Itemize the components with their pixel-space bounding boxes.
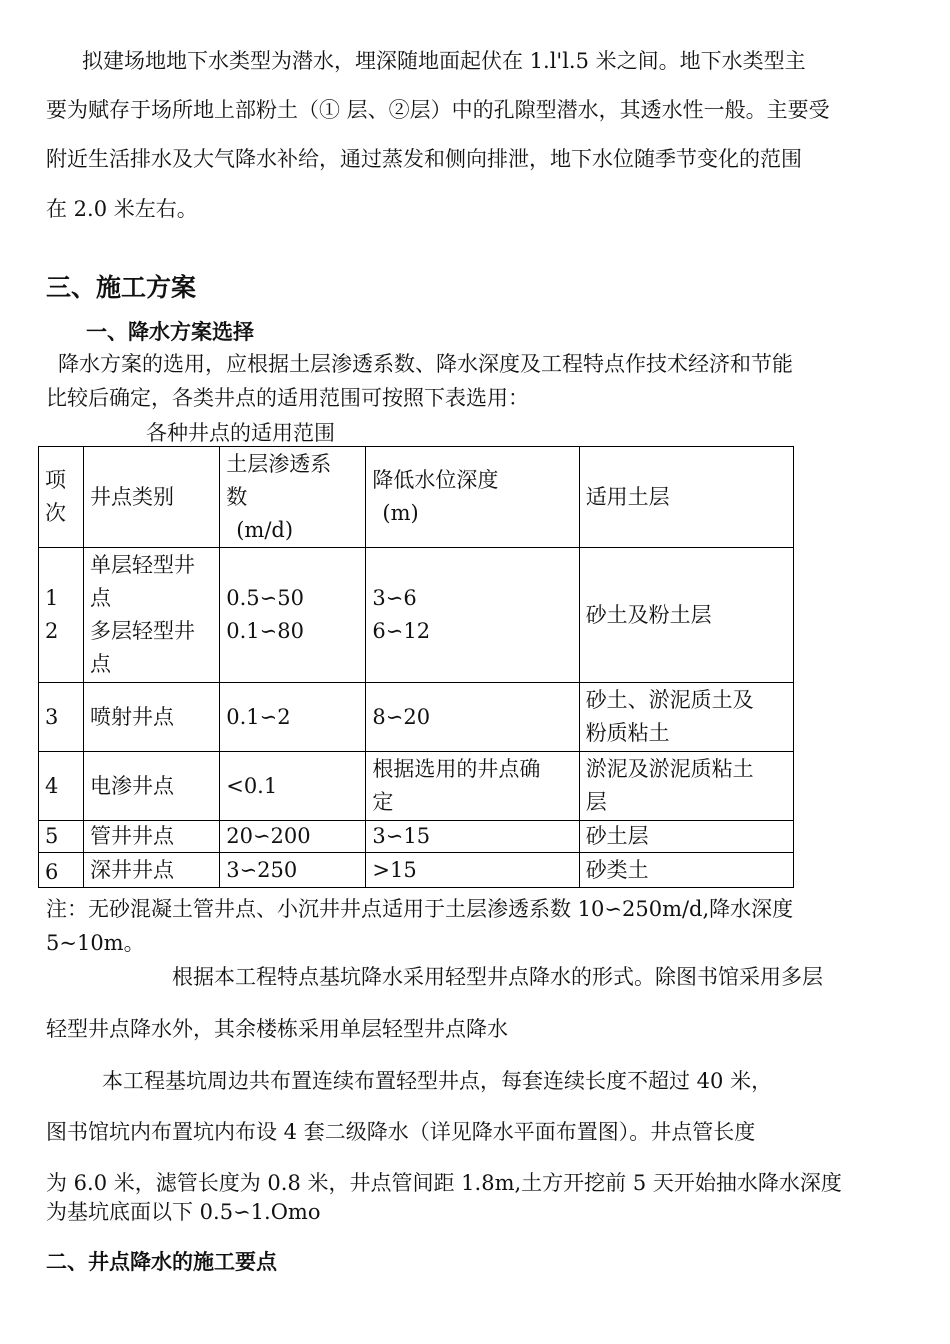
header-permeability-line: 数: [226, 484, 248, 509]
header-permeability-unit: (m/d): [236, 517, 294, 542]
cell-permeability: 3∽250: [220, 853, 366, 888]
cell-permeability: <0.1: [220, 752, 366, 821]
section-heading: 三、施工方案: [46, 273, 197, 302]
cell-text: 定: [372, 790, 394, 814]
cell-text: 根据选用的井点确: [372, 757, 541, 781]
cell-text: 层: [585, 790, 607, 814]
cell-permeability: [220, 548, 366, 683]
cell-text: 单层轻型井: [90, 553, 196, 577]
cell-no: 6: [39, 853, 84, 888]
cell-text: 点: [90, 586, 112, 610]
cell-permeability: 0.1∽2: [220, 683, 366, 752]
scheme-para-line-1: 降水方案的选用，应根据土层渗透系数、降水深度及工程特点作技术经济和节能: [58, 352, 793, 376]
cell-text: 3∽6: [372, 586, 417, 610]
header-depth-unit: (m): [382, 501, 419, 525]
cell-no: 5: [39, 821, 84, 853]
table-header-row: [39, 447, 794, 548]
design-para-line-2: 轻型井点降水外，其余楼栋采用单层轻型井点降水: [46, 1017, 508, 1041]
table-row: [39, 683, 794, 752]
cell-soil: [579, 548, 793, 683]
cell-text: 2: [45, 619, 59, 643]
cell-text: 6∽12: [372, 619, 431, 643]
cell-text: 淤泥及淤泥质粘土: [585, 757, 754, 781]
subsection-heading-1: 一、降水方案选择: [86, 319, 254, 344]
cell-no: 4: [39, 752, 84, 821]
cell-text: 1: [45, 586, 59, 610]
intro-line-3: 附近生活排水及大气降水补给，通过蒸发和侧向排泄，地下水位随季节变化的范围: [46, 147, 802, 171]
layout-para-line-2: 图书馆坑内布置坑内布设 4 套二级降水（详见降水平面布置图）。井点管长度: [46, 1120, 756, 1144]
cell-permeability: 20∽200: [220, 821, 366, 853]
cell-type: 喷射井点: [84, 683, 220, 752]
header-soil: 适用土层: [579, 447, 793, 548]
header-item-no-line: 次: [45, 501, 66, 525]
intro-line-2: 要为赋存于场所地上部粉土（① 层、②层）中的孔隙型潜水，其透水性一般。主要受: [46, 98, 830, 122]
layout-para-line-1: 本工程基坑周边共布置连续布置轻型井点，每套连续长度不超过 40 米，: [102, 1069, 773, 1093]
header-item-no: [39, 447, 84, 548]
header-permeability-line: 土层渗透系: [226, 451, 332, 476]
cell-depth: [366, 752, 579, 821]
header-depth-line: 降低水位深度: [372, 468, 499, 492]
cell-depth: 3∽15: [366, 821, 579, 853]
cell-text: 0.5∽50: [226, 586, 304, 610]
cell-text: 粉质粘土: [585, 721, 670, 745]
scheme-para-line-2: 比较后确定，各类井点的适用范围可按照下表选用：: [46, 386, 529, 410]
table-row: [39, 752, 794, 821]
table-row: [39, 821, 794, 853]
cell-text: 多层轻型井: [90, 619, 196, 643]
table-note-line-2: 5~10m。: [46, 931, 145, 955]
subsection-heading-2: 二、井点降水的施工要点: [46, 1249, 277, 1274]
cell-text: 0.1∽80: [226, 619, 304, 643]
cell-depth: [366, 548, 579, 683]
cell-soil: [579, 752, 793, 821]
cell-text: 砂土、淤泥质土及: [585, 688, 754, 712]
wellpoint-range-table: [38, 446, 794, 888]
header-wellpoint-type: 井点类别: [84, 447, 220, 548]
header-depth: [366, 447, 579, 548]
layout-para-line-4: 为基坑底面以下 0.5∽1.Omo: [46, 1200, 321, 1224]
cell-no: [39, 548, 84, 683]
cell-depth: >15: [366, 853, 579, 888]
design-para-line-1: 根据本工程特点基坑降水采用轻型井点降水的形式。除图书馆采用多层: [172, 965, 823, 989]
cell-soil: 砂土层: [579, 821, 793, 853]
layout-para-line-3: 为 6.0 米，滤管长度为 0.8 米，井点管间距 1.8m,土方开挖前 5 天开始抽水降水深度: [46, 1171, 842, 1195]
table-note-line-1: 注：无砂混凝土管井点、小沉井井点适用于土层渗透系数 10∽250m/d,降水深度: [46, 897, 794, 921]
cell-soil: 砂类土: [579, 853, 793, 888]
cell-type: 深井井点: [84, 853, 220, 888]
cell-text: 砂土及粉土层: [585, 602, 712, 627]
intro-line-4: 在 2.0 米左右。: [46, 197, 198, 221]
table-row: [39, 548, 794, 683]
header-permeability: [220, 447, 366, 548]
header-item-no-line: 项: [45, 468, 66, 492]
cell-soil: [579, 683, 793, 752]
cell-type: 管井井点: [84, 821, 220, 853]
cell-type: 电渗井点: [84, 752, 220, 821]
intro-line-1: 拟建场地地下水类型为潜水，埋深随地面起伏在 1.l'l.5 米之间。地下水类型主: [82, 49, 806, 73]
table-caption: 各种井点的适用范围: [146, 421, 335, 445]
cell-type: [84, 548, 220, 683]
cell-depth: 8∽20: [366, 683, 579, 752]
cell-no: 3: [39, 683, 84, 752]
table-row: [39, 853, 794, 888]
cell-text: 点: [90, 652, 112, 676]
